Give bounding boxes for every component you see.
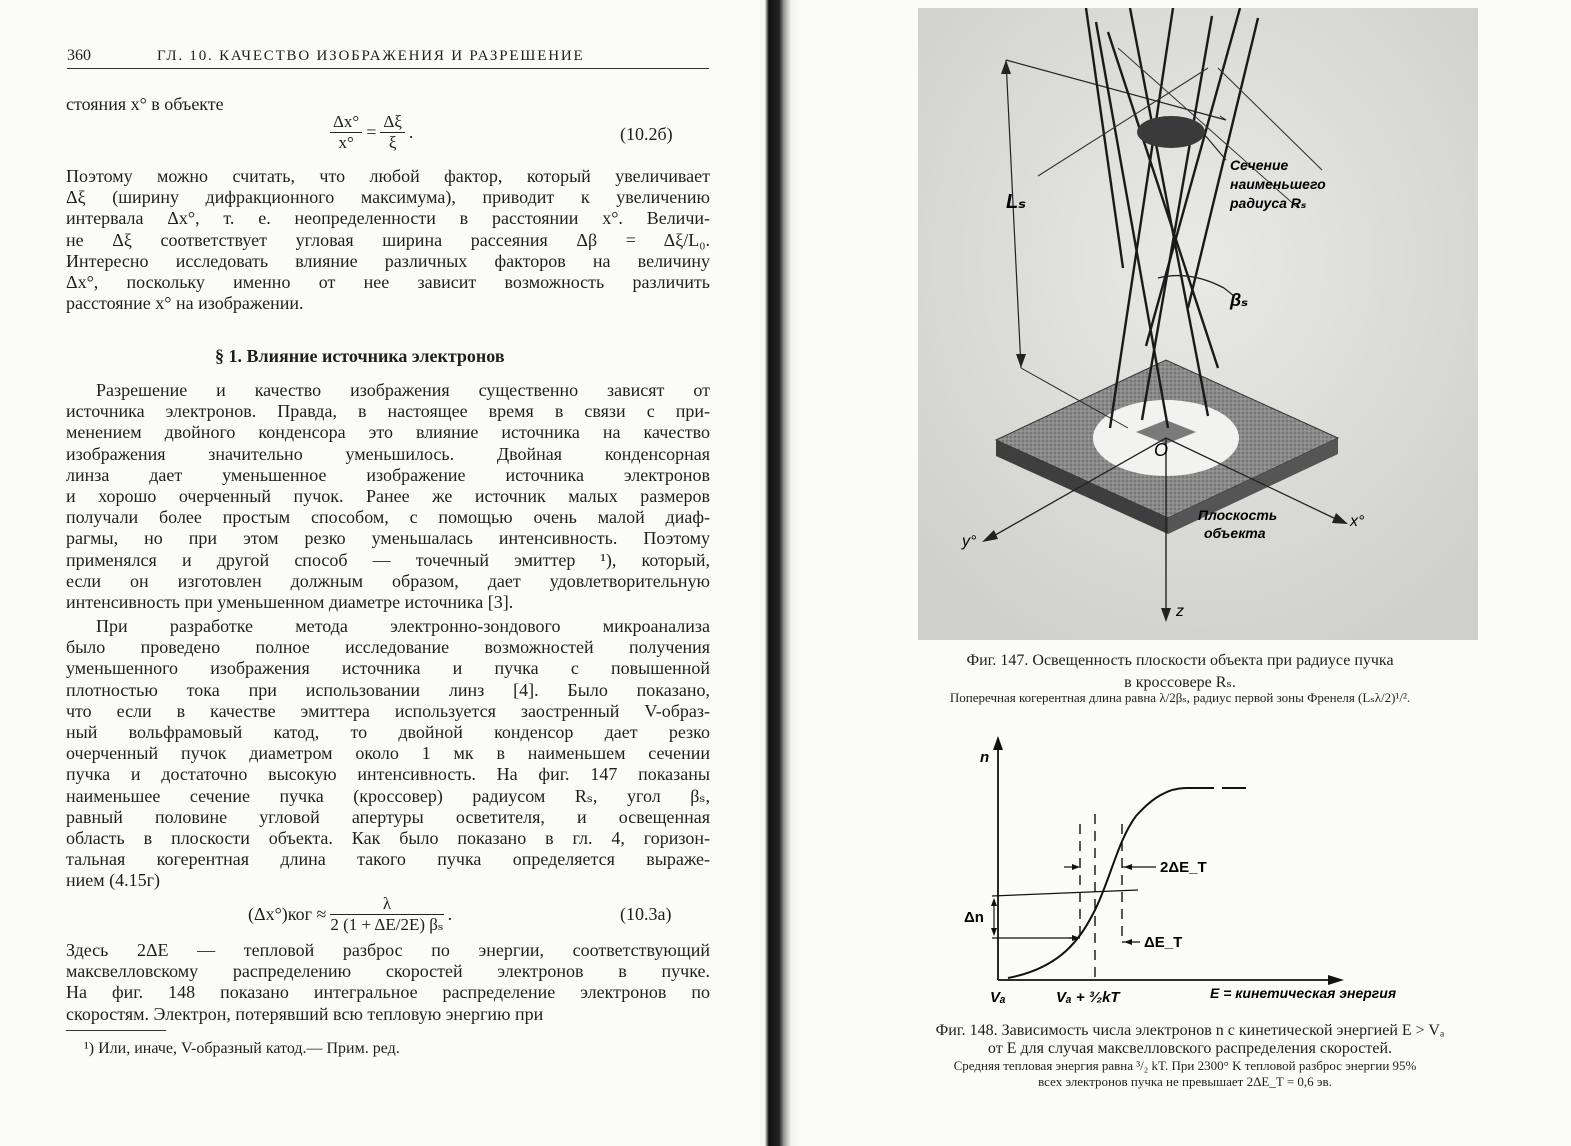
left-page [0,0,760,1146]
label-z: z [1176,603,1184,620]
fig147-note: Поперечная когерентная длина равна λ/2βₛ, радиус первой зоны Френеля (Lₛλ/2)¹/². [949,690,1411,705]
eq1-num-right: Δξ [380,112,405,133]
text-line: интервала Δx°, т. е. неопределенности в расстоянии x°. Величи- [66,208,710,229]
label-x: x° [1350,513,1365,530]
label-2dE: 2ΔE_T [1160,859,1207,876]
text-line: применялся и другой способ — точечный эмиттер ¹), который, [66,549,710,570]
label-n: n [980,749,990,766]
fig147-caption-2: в кроссовере Rₛ. [1124,674,1236,691]
text-line: уменьшенного изображения источника и пучка с повышенной [66,658,710,679]
eq1-den-left: x° [338,133,354,152]
crossover-section [1137,116,1205,148]
fig148-caption-2: от E для случая максвелловского распределения скоростей. [987,1040,1393,1057]
text-line: линза дает уменьшенное изображение источника электронов [66,464,710,485]
label-energy: E = кинетическая энергия [1210,985,1397,1001]
distribution-curve [1008,788,1214,978]
text-line: ный вольфрамовый катод, то двойной конденсор дает резко [66,722,710,742]
text-line: плотностью тока при использовании линз [4]. Было показано, [66,679,710,700]
text-line: тальная когерентная длина такого пучка определяется выраже- [66,849,710,870]
text-line: Здесь 2ΔE — тепловой разброс по энергии, соответствующий [66,940,710,960]
text-line: если он изготовлен должным образом, дает удовлетворительную [66,570,710,591]
intro-line: стояния x° в объекте [66,94,224,114]
eq1-fraction-left [330,112,362,153]
text-line: расстояние x° на изображении. [66,293,304,314]
label-dn: Δn [964,909,984,926]
text-line: Δξ (ширину дифракционного максимума), приводит к увеличению [66,187,710,208]
text-line: На фиг. 148 показано интегральное распределение электронов по [66,982,710,1003]
text-line: что если в качестве эмиттера используется заостренный V-образ- [66,700,710,721]
eq2-lhs: (Δx°)ког ≈ [248,904,327,924]
figure-147 [918,8,1478,640]
text-line: максвелловскому распределению скоростей электронов в пучке. [66,961,710,982]
text-line: нием (4.15г) [66,870,161,891]
label-ls: Lₛ [1006,191,1026,213]
text-line: изображения значительно уменьшилось. Двойная конденсорная [66,443,710,464]
equation-10-2b [330,112,413,153]
text-line: и хорошо очерченный пучок. Ранее же источник малых размеров [66,486,710,506]
text-line: наименьшее сечение пучка (кроссовер) радиусом Rₛ, угол βₛ, [66,785,710,806]
eq1-num-left: Δx° [330,112,362,133]
eq1-den-right: ξ [388,133,397,152]
footnote-rule [66,1030,166,1031]
text-line: не Δξ соответствует угловая ширина рассеяния Δβ = Δξ/L₀. [66,229,710,250]
text-line: При разработке метода электронно-зондового микроанализа [96,616,710,636]
running-head-title: ГЛ. 10. КАЧЕСТВО ИЗОБРАЖЕНИЯ И РАЗРЕШЕНИЕ [157,48,585,64]
page-number: 360 [67,47,91,64]
label-plane-1: Плоскость [1198,507,1278,523]
text-line: Поэтому можно считать, что любой фактор, который увеличивает [66,166,710,186]
eq2-fraction [330,894,443,935]
text-line: менением двойного конденсора это влияние источника на качество [66,422,710,443]
text-line: пучка и достаточно высокую интенсивность. На фиг. 147 показаны [66,764,710,785]
label-dE: ΔE_T [1144,934,1183,951]
text-line: источника электронов. Правда, в настоящее время в связи с при- [66,401,710,422]
eq1-number: (10.2б) [620,124,673,144]
eq2-number: (10.3а) [620,904,672,924]
footnote: ¹) Или, иначе, V-образный катод.— Прим. ред. [84,1040,400,1057]
label-crossover-1: Сечение [1230,157,1289,173]
text-line: рагмы, но при этом резко уменьшалась интенсивность. Поэтому [66,528,710,549]
text-line: Интересно исследовать влияние различных факторов на величину [66,250,710,271]
eq2-num: λ [330,894,443,915]
eq2-den: 2 (1 + ΔE/2E) βₛ [330,915,444,934]
label-origin: O [1154,440,1169,460]
eq1-tail: . [408,122,414,142]
label-beta: βₛ [1230,290,1249,310]
eq2-tail: . [447,904,453,924]
text-line: очерченный пучок диаметром около 1 мк в наименьшем сечении [66,743,710,764]
eq1-equals: = [366,122,377,142]
text-line: Разрешение и качество изображения существенно зависят от [96,380,710,400]
eq1-fraction-right [380,112,405,153]
label-plane-2: объекта [1204,525,1266,541]
label-crossover-2: наименьшего [1230,176,1326,192]
fig148-note-2: всех электронов пучка не превышает 2ΔE_T = 0,6 эв. [1038,1074,1332,1089]
text-line: было проведено полное исследование возможностей получения [66,637,710,658]
text-line: получали более простым способом, с помощью очень малой диаф- [66,507,710,528]
section-heading: § 1. Влияние источника электронов [215,346,505,366]
right-page [800,0,1571,1146]
running-head [67,47,709,69]
label-va-kt: Vₐ + ³⁄₂kT [1056,989,1120,1006]
fig148-caption-1: Фиг. 148. Зависимость числа электронов n с кинетической энергией E > Vₐ [935,1022,1445,1039]
text-line: область в плоскости объекта. Как было показано в гл. 4, горизон- [66,828,710,848]
text-line: интенсивность при уменьшенном диаметре источника [3]. [66,592,514,612]
text-line: скоростям. Электрон, потерявший всю тепловую энергию при [66,1003,544,1024]
text-line: равный половине угловой апертуры осветителя, и освещенная [66,806,710,827]
label-crossover-3: радиуса Rₛ [1230,195,1307,211]
fig148-note-1: Средняя тепловая энергия равна ³/₂ kT. При 2300° K тепловой разброс энергии 95% [953,1058,1417,1073]
fig147-caption-1: Фиг. 147. Освещенность плоскости объекта при радиусе пучка [966,652,1394,669]
label-va: Vₐ [990,989,1006,1006]
label-y: y° [962,533,977,550]
figure-148 [950,730,1410,1010]
text-line: Δx°, поскольку именно от нее зависит возможность различить [66,272,710,292]
equation-10-3a [248,894,452,935]
book-spine [760,0,800,1146]
